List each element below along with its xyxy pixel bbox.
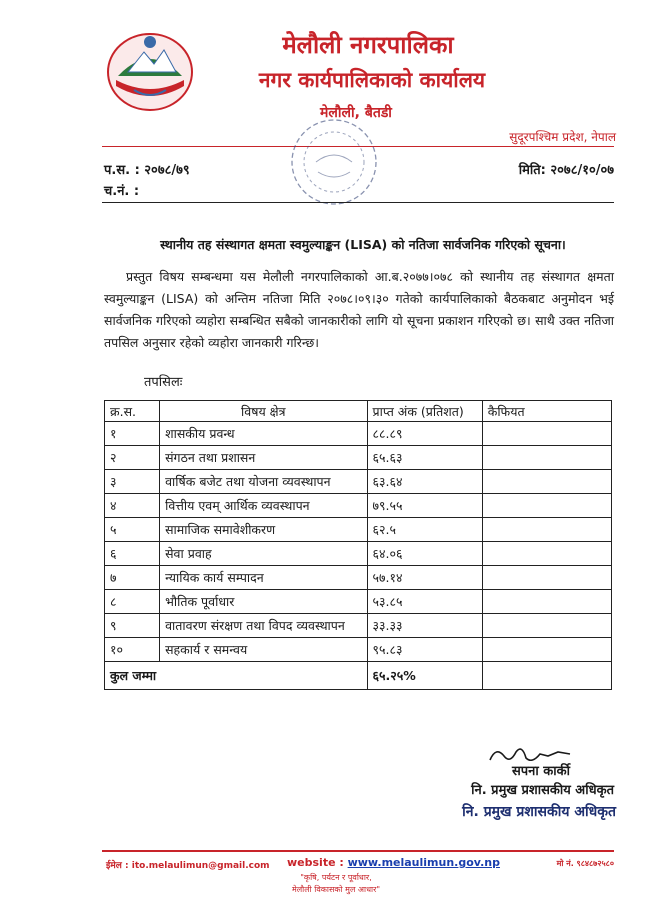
table-row — [105, 422, 612, 446]
row-area: सहकार्य र समन्वय — [160, 638, 367, 662]
footer-slogan-line1: "कृषि, पर्यटन र पूर्वाधार, — [300, 873, 372, 882]
row-serial: ७ — [105, 566, 160, 590]
row-remark — [482, 494, 611, 518]
row-score: ५७.१४ — [367, 566, 482, 590]
table-total-row — [105, 662, 612, 690]
table-row — [105, 518, 612, 542]
row-serial: ६ — [105, 542, 160, 566]
row-area: वित्तीय एवम् आर्थिक व्यवस्थापन — [160, 494, 367, 518]
table-header-row — [105, 401, 612, 422]
dispatch-number: च.नं. : — [104, 184, 140, 199]
footer-website — [287, 856, 500, 869]
row-serial: १० — [105, 638, 160, 662]
row-score: ६२.५ — [367, 518, 482, 542]
row-area: वातावरण संरक्षण तथा विपद व्यवस्थापन — [160, 614, 367, 638]
row-remark — [482, 638, 611, 662]
row-area: सामाजिक समावेशीकरण — [160, 518, 367, 542]
nepal-emblem-icon — [104, 28, 196, 112]
row-area: संगठन तथा प्रशासन — [160, 446, 367, 470]
row-remark — [482, 614, 611, 638]
row-remark — [482, 470, 611, 494]
row-serial: ५ — [105, 518, 160, 542]
row-score: ३३.३३ — [367, 614, 482, 638]
municipality-name: मेलौली नगरपालिका — [282, 31, 454, 59]
footer-divider — [102, 850, 614, 852]
row-remark — [482, 542, 611, 566]
table-row — [105, 542, 612, 566]
row-area: सेवा प्रवाह — [160, 542, 367, 566]
header-score: प्राप्त अंक (प्रतिशत) — [367, 401, 482, 422]
row-remark — [482, 446, 611, 470]
row-score: ५३.८५ — [367, 590, 482, 614]
total-value: ६५.२५% — [367, 662, 482, 690]
office-seal-icon — [286, 114, 382, 210]
office-name: नगर कार्यपालिकाको कार्यालय — [258, 68, 486, 92]
province-text: सुदूरपश्चिम प्रदेश, नेपाल — [509, 130, 616, 144]
row-score: ८८.८९ — [367, 422, 482, 446]
row-area: न्यायिक कार्य सम्पादन — [160, 566, 367, 590]
row-score: ६४.०६ — [367, 542, 482, 566]
header-remark: कैफियत — [482, 401, 611, 422]
reference-divider — [102, 202, 614, 203]
signatory-name: सपना कार्की — [512, 764, 570, 779]
table-row — [105, 494, 612, 518]
table-row — [105, 470, 612, 494]
header-serial: क्र.स. — [105, 401, 160, 422]
row-area: वार्षिक बजेट तथा योजना व्यवस्थापन — [160, 470, 367, 494]
office-location: मेलौली, बैतडी — [320, 105, 392, 121]
row-remark — [482, 518, 611, 542]
row-remark — [482, 566, 611, 590]
designation-stamp: नि. प्रमुख प्रशासकीय अधिकृत — [462, 804, 616, 820]
notice-body: प्रस्तुत विषय सम्बन्धमा यस मेलौली नगरपालिकाको आ.ब.२०७७।०७८ को स्थानीय तह संस्थागत क्षमता स्वमुल्याङ्कन (LISA) को अन्तिम नतिजा मिति २०७८।०९।३० गतेको कार्यपालिकाको बैठकबाट अनुमोदन भई सार्वजनिक गरिएको व्यहोरा सम्बन्धित सबैको जानकारीको लागि यो सूचना प्रकाशन गरिएको छ। साथै उक्त नतिजा तपसिल अनुसार रहेको व्यहोरा जानकारी गरिन्छ। — [104, 269, 614, 350]
row-serial: १ — [105, 422, 160, 446]
website-link[interactable]: www.melaulimun.gov.np — [347, 856, 500, 869]
footer-slogan-line2: मेलौली विकासको मुल आधार" — [291, 885, 381, 894]
row-score: ६३.६४ — [367, 470, 482, 494]
row-score: ६५.६३ — [367, 446, 482, 470]
row-serial: ९ — [105, 614, 160, 638]
lisa-results-table — [104, 400, 612, 690]
footer-email: ईमेल : ito.melaulimun@gmail.com — [106, 861, 270, 871]
row-area: भौतिक पूर्वाधार — [160, 590, 367, 614]
header-area: विषय क्षेत्र — [160, 401, 367, 422]
signatory-post: नि. प्रमुख प्रशासकीय अधिकृत — [471, 783, 614, 798]
row-serial: ४ — [105, 494, 160, 518]
table-row — [105, 590, 612, 614]
row-remark — [482, 422, 611, 446]
details-label: तपसिलः — [144, 375, 183, 390]
row-area: शासकीय प्रवन्ध — [160, 422, 367, 446]
footer-phone: मो नं. ९८४८७२५८० — [556, 859, 614, 868]
row-serial: २ — [105, 446, 160, 470]
table-row — [105, 566, 612, 590]
table-row — [105, 638, 612, 662]
total-remark — [482, 662, 611, 690]
letter-number: प.स. : २०७८/७९ — [104, 163, 190, 178]
row-score: ७९.५५ — [367, 494, 482, 518]
table-row — [105, 446, 612, 470]
website-label: website : — [287, 856, 344, 869]
row-serial: ३ — [105, 470, 160, 494]
row-remark — [482, 590, 611, 614]
row-score: ९५.८३ — [367, 638, 482, 662]
notice-subject: स्थानीय तह संस्थागत क्षमता स्वमुल्याङ्कन (LISA) को नतिजा सार्वजनिक गरिएको सूचना। — [160, 237, 566, 252]
total-label: कुल जम्मा — [105, 662, 368, 690]
row-serial: ८ — [105, 590, 160, 614]
table-row — [105, 614, 612, 638]
letter-date: मिति: २०७८/१०/०७ — [518, 163, 614, 178]
